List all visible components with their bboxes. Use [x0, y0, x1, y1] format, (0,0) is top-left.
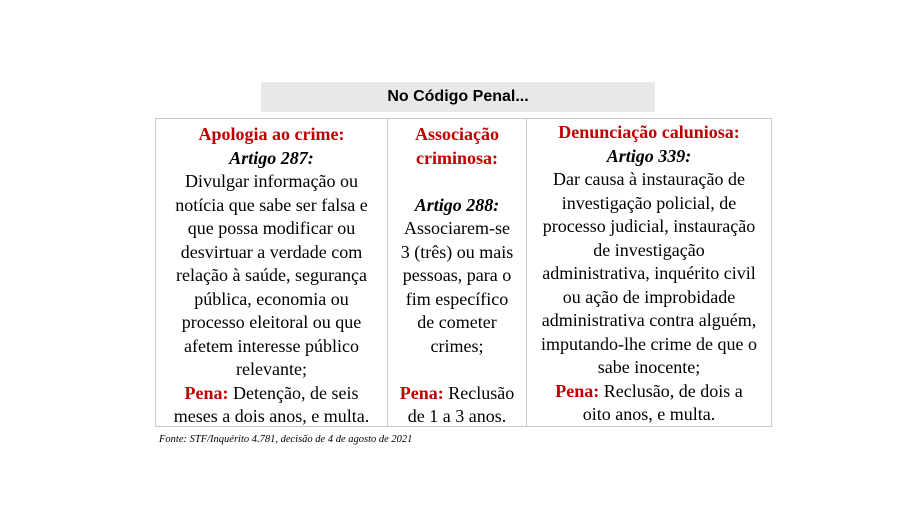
article-number: Artigo 339:: [606, 145, 692, 166]
penalty-text-line: meses a dois anos, e multa.: [173, 406, 370, 426]
penalty-label: Pena:: [399, 382, 444, 403]
penalty-text-line: oito anos, e multa.: [582, 404, 716, 424]
section-header: [261, 82, 655, 112]
article-card-denunciacao: [526, 118, 772, 427]
article-text-line: fim específico: [405, 288, 509, 309]
penalty-text: Reclusão, de dois a: [599, 380, 743, 401]
article-text-line: pública, economia ou: [194, 288, 349, 309]
spacer: [388, 170, 526, 194]
article-text-line: processo judicial, instauração: [542, 216, 756, 236]
article-text-line: sabe inocente;: [597, 357, 701, 377]
article-number: Artigo 288:: [414, 194, 500, 215]
article-text-line: administrativa contra alguém,: [541, 310, 757, 330]
article-text-line: notícia que sabe ser falsa e: [175, 194, 368, 215]
article-number: Artigo 287:: [229, 147, 314, 168]
article-text-line: processo eleitoral ou que: [181, 312, 362, 332]
penalty-text: Reclusão: [443, 382, 515, 403]
article-text-line: relevante;: [236, 359, 307, 379]
spacer: [388, 358, 526, 382]
card-title: Associação: [415, 124, 499, 144]
card-title: Denunciação caluniosa:: [558, 122, 740, 142]
article-text-line: Divulgar informação ou: [185, 171, 358, 191]
article-text-line: crimes;: [430, 335, 484, 356]
card-title: Apologia ao crime:: [198, 124, 345, 144]
article-card-associacao: [387, 118, 527, 427]
penalty-label: Pena:: [555, 380, 600, 401]
article-text-line: de investigação: [593, 239, 705, 260]
card-title: criminosa:: [416, 147, 498, 168]
source-caption: Fonte: STF/Inquérito 4.781, decisão de 4 de agosto de 2021: [159, 434, 413, 445]
penalty-text-line: de 1 a 3 anos.: [407, 406, 507, 426]
penalty-line: [388, 382, 526, 406]
article-text-line: que possa modificar ou: [187, 218, 356, 238]
article-text-line: administrativa, inquérito civil: [542, 263, 756, 283]
article-text-line: relação à saúde, segurança: [176, 265, 367, 285]
article-card-apologia: [155, 118, 388, 427]
article-text-line: de cometer: [417, 312, 497, 332]
article-text-line: pessoas, para o: [402, 265, 512, 285]
article-text-line: investigação policial, de: [561, 192, 737, 213]
article-text-line: Associarem-se: [404, 218, 510, 238]
penalty-label: Pena:: [184, 382, 229, 403]
article-text-line: 3 (três) ou mais: [400, 241, 514, 262]
article-text-line: imputando-lhe crime de que o: [541, 333, 757, 354]
article-text-line: desvirtuar a verdade com: [180, 241, 363, 262]
penalty-text: Detenção, de seis: [228, 382, 359, 403]
article-text-line: ou ação de improbidade: [562, 286, 736, 307]
article-text-line: afetem interesse público: [184, 335, 359, 356]
penalty-line: [527, 380, 771, 404]
article-text-line: Dar causa à instauração de: [553, 169, 745, 189]
header-title: No Código Penal...: [387, 88, 529, 105]
penalty-line: [156, 382, 387, 406]
